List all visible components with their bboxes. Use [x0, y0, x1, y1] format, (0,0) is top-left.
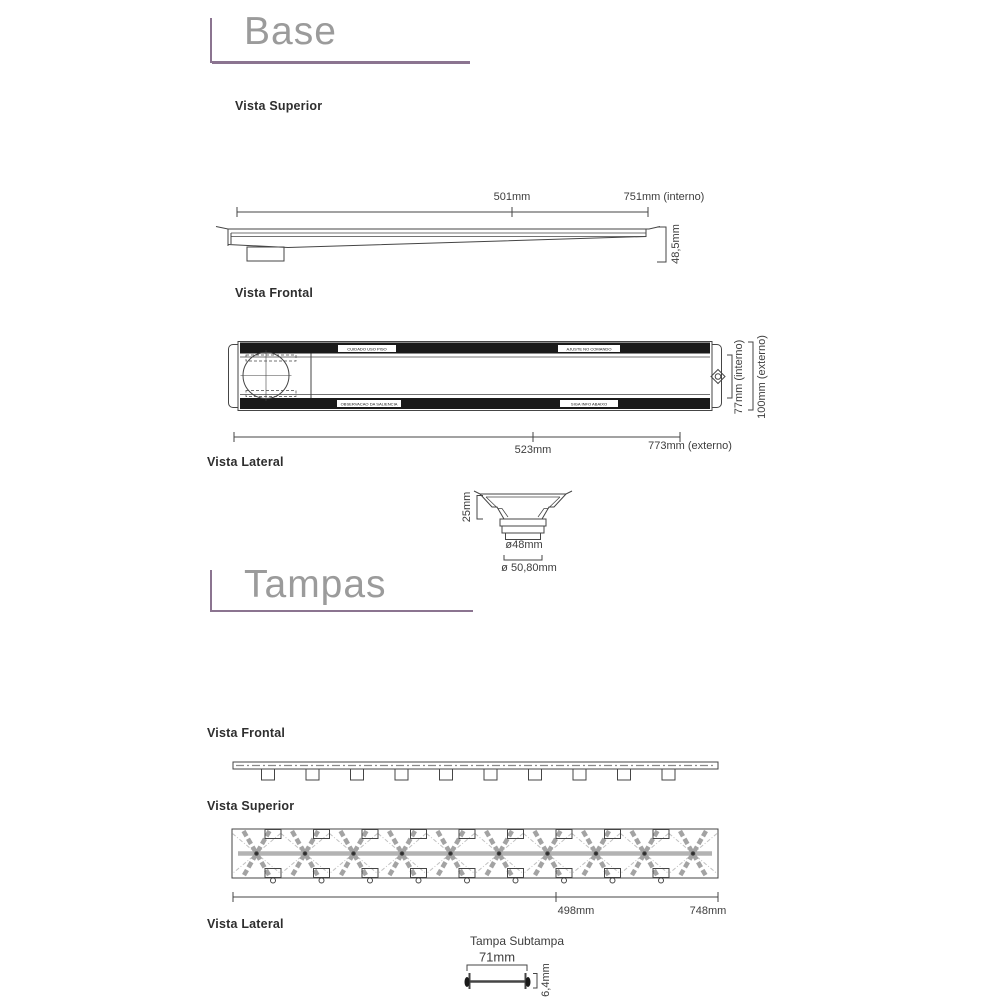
dim-751mm-interno: 751mm (interno)	[623, 191, 705, 203]
dim-48mm: ø48mm	[505, 539, 543, 551]
engraving-top-left: CUIDADO USO PISO	[347, 346, 387, 351]
bracket-71	[467, 965, 527, 971]
profile-bottom-slope	[228, 229, 646, 248]
dim-77mm-interno: 77mm (interno)	[733, 339, 745, 414]
base-superior-drawing	[216, 207, 666, 262]
profile-inner-lines	[231, 233, 646, 237]
tampa-subtampa-caption: Tampa Subtampa	[469, 934, 565, 948]
tampas-lateral-label: Vista Lateral	[207, 917, 284, 931]
anchor-diamond-icon	[711, 370, 725, 384]
dim-100mm-externo: 100mm (externo)	[756, 334, 768, 419]
dimension-line-773	[234, 432, 680, 442]
dimension-line-748	[233, 892, 718, 902]
spigot-rib-2	[502, 526, 544, 533]
tampas-lateral-drawing	[465, 965, 538, 989]
base-title-vrule	[210, 18, 213, 63]
anchor-diamond-hole	[715, 374, 721, 380]
drain-outlet-box	[247, 247, 284, 261]
base-frontal-drawing	[229, 342, 754, 443]
dim-25mm: 25mm	[461, 491, 473, 523]
profile-left-end	[228, 229, 231, 246]
dim-71mm: 71mm	[478, 949, 516, 965]
rim-top	[474, 491, 572, 494]
bracket-77	[727, 355, 732, 398]
bracket-48-5	[657, 227, 666, 262]
base-title-underline	[212, 61, 470, 64]
tampas-superior-label: Vista Superior	[207, 799, 295, 813]
top-black-band	[240, 343, 710, 354]
tampas-frontal-drawing	[233, 762, 718, 780]
dim-6-4mm: 6,4mm	[540, 963, 552, 997]
cover-clip-tabs	[262, 769, 676, 780]
bracket-100	[748, 342, 753, 410]
dim-523mm: 523mm	[514, 444, 552, 456]
engraving-top-right: AJUSTE NO COMANDO	[566, 346, 612, 351]
dim-50-80mm: ø 50,80mm	[501, 562, 557, 574]
tampas-section-title: Tampas	[244, 563, 387, 606]
dim-748mm: 748mm	[689, 905, 727, 917]
dim-498mm: 498mm	[557, 905, 595, 917]
base-section-title: Base	[244, 10, 337, 53]
tampas-title-underline	[212, 610, 473, 613]
profile-top-edge	[216, 227, 660, 230]
dim-48-5mm: 48,5mm	[670, 224, 682, 264]
tampas-superior-drawing	[232, 829, 718, 902]
bracket-50-80	[504, 555, 542, 560]
spigot-rib-1	[500, 519, 546, 526]
tampas-frontal-label: Vista Frontal	[207, 726, 286, 740]
bracket-25	[477, 496, 483, 520]
dim-501mm: 501mm	[493, 191, 531, 203]
base-lateral-label: Vista Lateral	[207, 455, 284, 469]
dim-773mm-externo: 773mm (externo)	[648, 440, 732, 452]
dimension-line-751	[237, 207, 648, 217]
base-superior-label: Vista Superior	[235, 99, 323, 113]
funnel-outer-right	[542, 494, 566, 519]
engraving-bottom-right: SIGA INFO ABAIXO	[570, 401, 608, 406]
engraving-bottom-left: OBSERVACAO DA SALIENCIA	[340, 401, 398, 406]
cover-section-bulb-right	[526, 977, 531, 987]
tampas-title-vrule	[210, 570, 213, 612]
bracket-6-4	[533, 974, 537, 989]
funnel-outer-left	[480, 494, 504, 519]
cover-section-bulb-left	[465, 977, 470, 987]
bottom-black-band	[240, 398, 710, 409]
cover-clip-bumps	[271, 878, 664, 883]
base-frontal-label: Vista Frontal	[235, 286, 314, 300]
